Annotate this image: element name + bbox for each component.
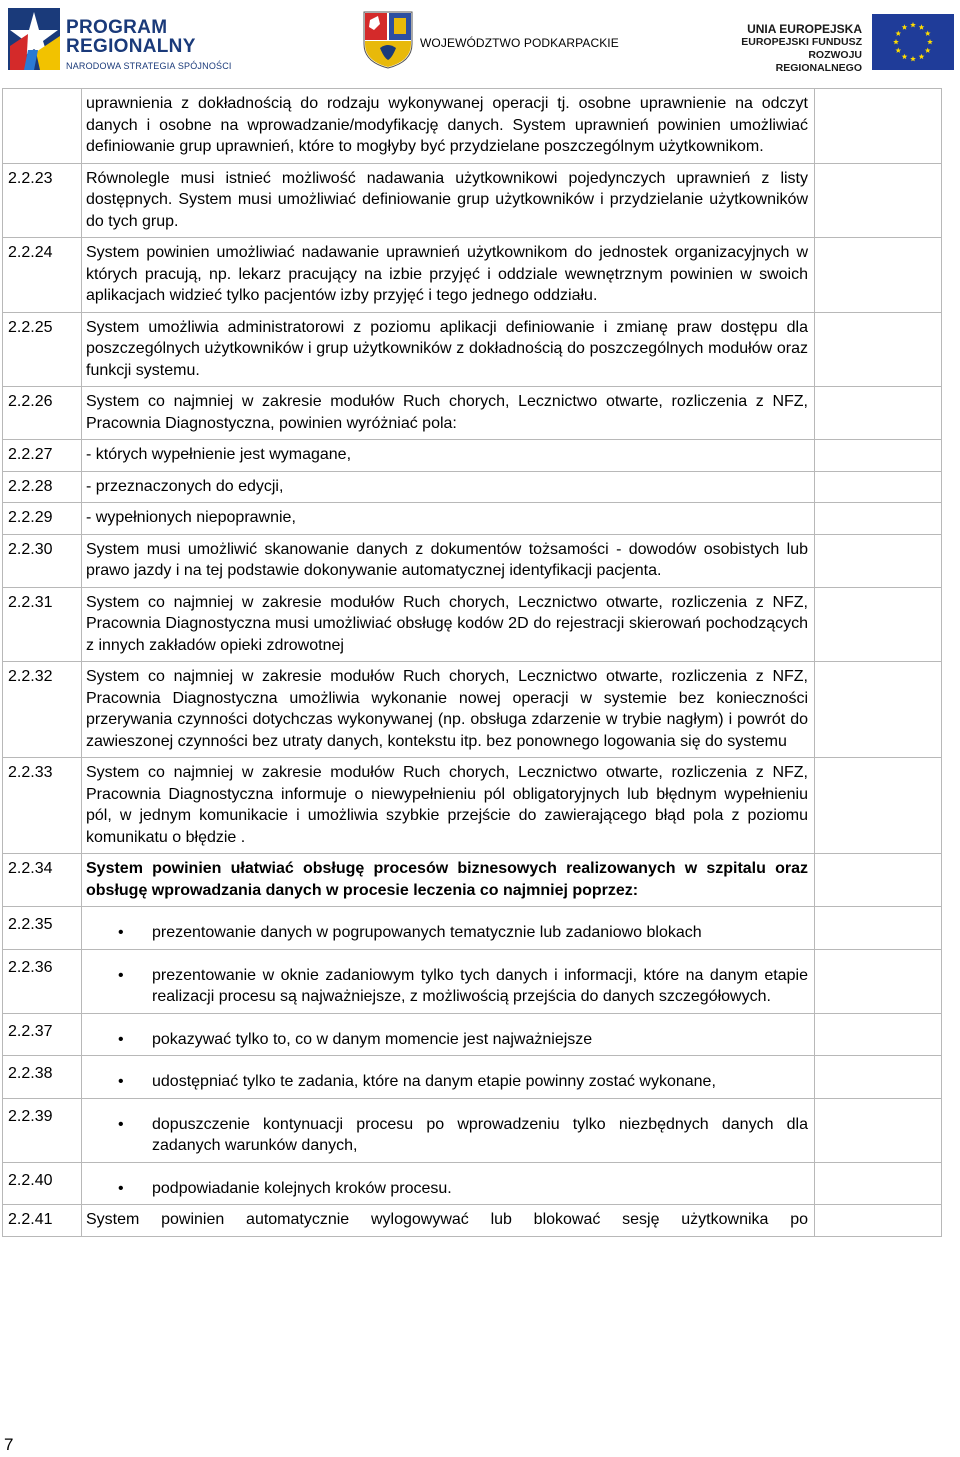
requirements-table <box>2 88 942 1237</box>
requirement-number: 2.2.39 <box>3 1098 82 1162</box>
requirement-text: - których wypełnienie jest wymagane, <box>82 440 815 472</box>
table-row <box>3 312 942 387</box>
empty-cell <box>815 503 942 535</box>
empty-cell <box>815 1162 942 1205</box>
bullet-item <box>82 911 808 944</box>
requirement-text: pokazywać tylko to, co w danym momencie jest najważniejsze <box>152 1030 593 1048</box>
empty-cell <box>815 854 942 907</box>
bullet-requirement-cell <box>82 1162 815 1205</box>
bullet-item <box>82 954 808 1008</box>
empty-cell <box>815 662 942 758</box>
bullet-icon: • <box>118 1179 124 1197</box>
requirement-text: Równolegle musi istnieć możliwość nadawania użytkownikowi pojedynczych uprawnień z listy dostępnych. System musi umożliwiać definiowanie grup użytkowników i przydzielanie użytkowników do tych grup. <box>82 163 815 238</box>
bullet-requirement-cell <box>82 1056 815 1099</box>
requirement-text: System co najmniej w zakresie modułów Ruch chorych, Lecznictwo otwarte, rozliczenia z NFZ, Pracownia Diagnostyczna umożliwia wykonanie nowej operacji w systemie bez konieczności przerywania czynności dotychczas wykonywanej (np. obsługa zdarzenie w trybie nagłym) i powrót do zawieszonej czynności bez utraty danych, kontekstu itp. bez ponownego logowania się do systemu <box>82 662 815 758</box>
bullet-item <box>82 1167 808 1200</box>
table-row <box>3 1098 942 1162</box>
table-row <box>3 89 942 164</box>
table-row <box>3 1013 942 1056</box>
requirement-number: 2.2.38 <box>3 1056 82 1099</box>
empty-cell <box>815 1205 942 1237</box>
requirement-number: 2.2.31 <box>3 587 82 662</box>
wojewodztwo-name: WOJEWÓDZTWO PODKARPACKIE <box>420 36 619 50</box>
bullet-requirement-cell <box>82 949 815 1013</box>
requirement-text: podpowiadanie kolejnych kroków procesu. <box>152 1179 452 1197</box>
requirement-text: System umożliwia administratorowi z poziomu aplikacji definiowanie i zmianę praw dostępu dla poszczególnych użytkowników i grup użytkowników z dokładnością do poszczególnych modułów oraz funkcji systemu. <box>82 312 815 387</box>
requirement-number: 2.2.34 <box>3 854 82 907</box>
requirement-text: System co najmniej w zakresie modułów Ruch chorych, Lecznictwo otwarte, rozliczenia z NFZ, Pracownia Diagnostyczna informuje o niewypełnieniu pól obligatoryjnych lub błędnym wypełnieniu pól, w jednym komunikacie i umożliwia szybkie przejście do zawierającego błąd pola z poziomu komunikatu o błędzie . <box>82 758 815 854</box>
empty-cell <box>815 387 942 440</box>
page-header <box>0 0 960 88</box>
bullet-icon: • <box>118 1073 124 1090</box>
table-row <box>3 534 942 587</box>
table-row <box>3 163 942 238</box>
empty-cell <box>815 534 942 587</box>
empty-cell <box>815 758 942 854</box>
requirement-number: 2.2.25 <box>3 312 82 387</box>
table-row <box>3 1056 942 1099</box>
bullet-icon: • <box>118 966 124 984</box>
table-row <box>3 662 942 758</box>
requirement-number: 2.2.28 <box>3 471 82 503</box>
table-row <box>3 238 942 313</box>
bullet-item <box>82 1018 808 1051</box>
eu-line2: EUROPEJSKI FUNDUSZ <box>741 36 862 48</box>
bullet-item <box>82 1060 808 1093</box>
empty-cell <box>815 238 942 313</box>
requirement-text: System powinien automatycznie wylogowywać lub blokować sesję użytkownika po <box>82 1205 815 1237</box>
table-row <box>3 854 942 907</box>
requirement-text: - wypełnionych niepoprawnie, <box>82 503 815 535</box>
requirement-text: uprawnienia z dokładnością do rodzaju wykonywanej operacji tj. osobne uprawnienie na odczyt danych i osobne na wprowadzanie/modyfikację danych. System uprawnień powinien umożliwiać definiowanie grup uprawnień, które to mogłyby być przydzielane poszczególnym użytkownikom. <box>82 89 815 164</box>
requirement-number: 2.2.36 <box>3 949 82 1013</box>
requirement-number: 2.2.24 <box>3 238 82 313</box>
empty-cell <box>815 471 942 503</box>
empty-cell <box>815 312 942 387</box>
regionalny-line: REGIONALNY <box>66 36 196 57</box>
wojewodztwo-logo <box>362 10 622 70</box>
eu-line3: ROZWOJU REGIONALNEGO <box>775 49 862 74</box>
requirement-text: udostępniać tylko te zadania, które na danym etapie powinny zostać wykonane, <box>152 1073 716 1090</box>
requirement-number <box>3 89 82 164</box>
requirement-number: 2.2.40 <box>3 1162 82 1205</box>
empty-cell <box>815 89 942 164</box>
empty-cell <box>815 440 942 472</box>
requirement-number: 2.2.37 <box>3 1013 82 1056</box>
table-row <box>3 471 942 503</box>
empty-cell <box>815 949 942 1013</box>
requirement-number: 2.2.30 <box>3 534 82 587</box>
table-row <box>3 1162 942 1205</box>
requirement-text: prezentowanie w oknie zadaniowym tylko tych danych i informacji, które na danym etapie realizacji procesu są najważniejsze, z możliwością przejścia do danych szczegółowych. <box>152 966 808 1005</box>
requirement-number: 2.2.26 <box>3 387 82 440</box>
requirement-text: System co najmniej w zakresie modułów Ruch chorych, Lecznictwo otwarte, rozliczenia z NFZ, Pracownia Diagnostyczna musi umożliwiać obsługę kodów 2D do rejestracji skierowań pochodzących z innych zakładów opieki zdrowotnej <box>82 587 815 662</box>
requirement-text: System co najmniej w zakresie modułów Ruch chorych, Lecznictwo otwarte, rozliczenia z NFZ, Pracownia Diagnostyczna, powinien wyróżniać pola: <box>82 387 815 440</box>
requirement-text: - przeznaczonych do edycji, <box>82 471 815 503</box>
table-row <box>3 387 942 440</box>
bullet-icon: • <box>118 924 124 941</box>
eu-fund-logo <box>722 14 954 72</box>
requirement-number: 2.2.41 <box>3 1205 82 1237</box>
program-regionalny-logo <box>6 6 246 72</box>
coat-of-arms-icon <box>362 10 414 70</box>
bullet-requirement-cell <box>82 907 815 950</box>
requirement-number: 2.2.29 <box>3 503 82 535</box>
eu-flag-icon <box>872 14 954 70</box>
table-row <box>3 1205 942 1237</box>
requirement-number: 2.2.23 <box>3 163 82 238</box>
empty-cell <box>815 1056 942 1099</box>
requirement-number: 2.2.33 <box>3 758 82 854</box>
program-line: PROGRAM <box>66 17 168 38</box>
requirement-number: 2.2.32 <box>3 662 82 758</box>
bullet-requirement-cell <box>82 1098 815 1162</box>
table-row <box>3 440 942 472</box>
table-row <box>3 949 942 1013</box>
requirement-number: 2.2.27 <box>3 440 82 472</box>
bullet-item <box>82 1103 808 1157</box>
table-row <box>3 758 942 854</box>
requirement-text: System powinien ułatwiać obsługę procesów biznesowych realizowanych w szpitalu oraz obsługę wprowadzania danych w procesie leczenia co najmniej poprzez: <box>82 854 815 907</box>
empty-cell <box>815 587 942 662</box>
requirement-text: dopuszczenie kontynuacji procesu po wprowadzeniu tylko niezbędnych danych dla zadanych warunków danych, <box>152 1115 808 1154</box>
program-regionalny-star-icon <box>6 6 62 72</box>
empty-cell <box>815 1098 942 1162</box>
bullet-icon: • <box>118 1115 124 1133</box>
requirement-text: prezentowanie danych w pogrupowanych tematycznie lub zadaniowo blokach <box>152 924 702 941</box>
bullet-requirement-cell <box>82 1013 815 1056</box>
strategia-line: NARODOWA STRATEGIA SPÓJNOŚCI <box>66 61 232 71</box>
requirement-number: 2.2.35 <box>3 907 82 950</box>
requirement-text: System powinien umożliwiać nadawanie uprawnień użytkownikom do jednostek organizacyjnych w których pracują, np. lekarz pracujący na izbie przyjęć i oddziale wewnętrznym powinien w swoich aplikacjach widzieć tylko pacjentów izby przyjęć i tego jednego oddziału. <box>82 238 815 313</box>
empty-cell <box>815 1013 942 1056</box>
table-row <box>3 503 942 535</box>
page-number: 7 <box>4 1435 14 1454</box>
eu-line1: UNIA EUROPEJSKA <box>747 22 862 36</box>
table-row <box>3 587 942 662</box>
table-row <box>3 907 942 950</box>
empty-cell <box>815 163 942 238</box>
empty-cell <box>815 907 942 950</box>
requirement-text: System musi umożliwić skanowanie danych z dokumentów tożsamości - dowodów osobistych lub prawo jazdy i na tej podstawie dokonywanie automatycznej identyfikacji pacjenta. <box>82 534 815 587</box>
bullet-icon: • <box>118 1030 124 1048</box>
